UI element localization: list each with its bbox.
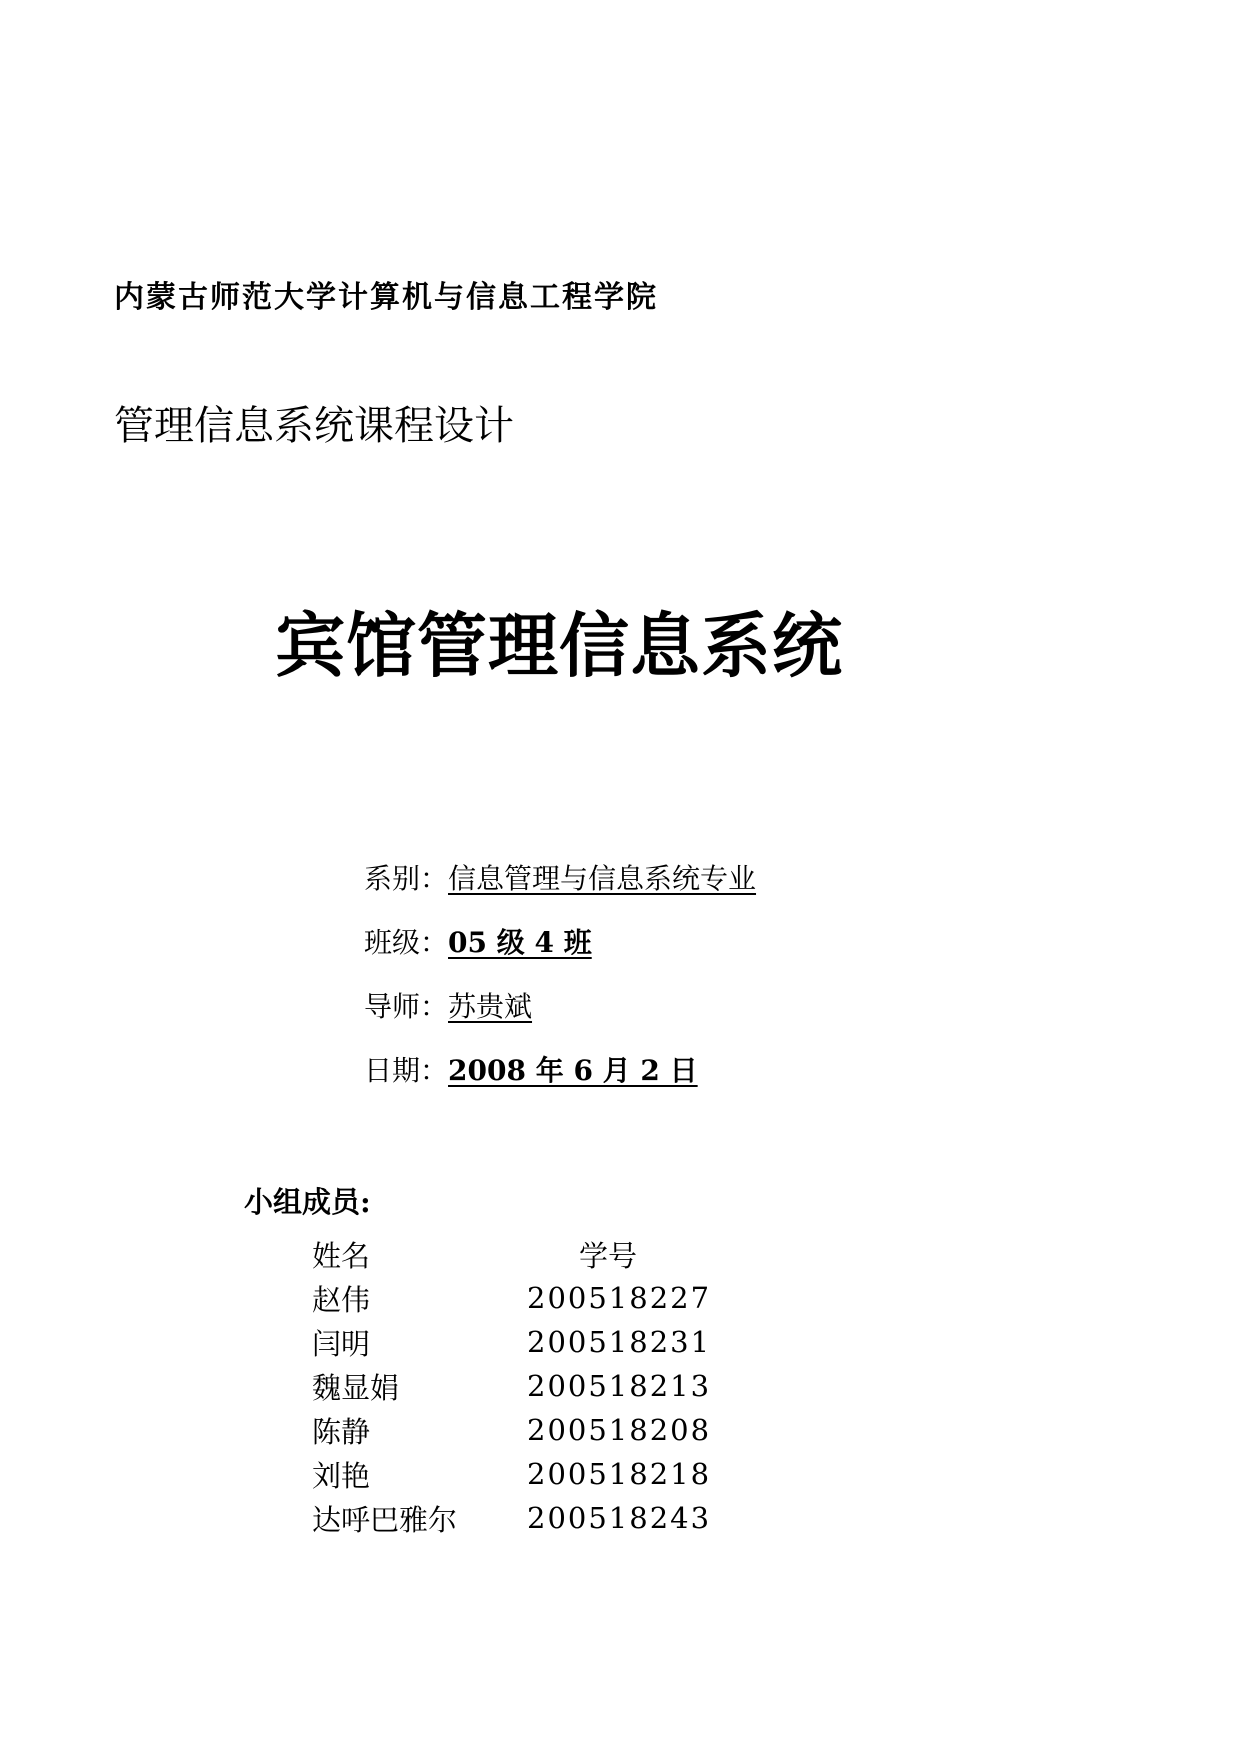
member-name: 达呼巴雅尔 [312,1502,458,1537]
advisor-label: 导师： [364,990,449,1023]
class-value: 05 级 4 班 [448,926,592,959]
course-title: 管理信息系统课程设计 [114,403,514,449]
member-id: 200518231 [527,1325,712,1359]
column-header-name: 姓名 [312,1238,371,1273]
date-label: 日期： [364,1054,449,1087]
table-row [312,1364,727,1408]
class-row [364,921,592,961]
member-name: 赵伟 [312,1282,371,1317]
member-id: 200518208 [527,1413,712,1447]
institution-name: 内蒙古师范大学计算机与信息工程学院 [114,280,658,315]
members-heading: 小组成员: [244,1185,371,1219]
advisor-row [364,985,532,1025]
table-row [312,1320,727,1364]
table-row [312,1408,727,1452]
date-value: 2008 年 6 月 2 日 [448,1054,698,1087]
member-name: 闫明 [312,1326,371,1361]
department-label: 系别： [364,862,449,895]
member-name: 刘艳 [312,1458,371,1493]
table-row [312,1276,727,1320]
member-id: 200518218 [527,1457,712,1491]
member-name: 魏显娟 [312,1370,400,1405]
project-title: 宾馆管理信息系统 [275,605,843,687]
table-row [312,1452,727,1496]
advisor-value: 苏贵斌 [448,990,533,1023]
table-row [312,1496,727,1540]
member-id: 200518227 [527,1281,712,1315]
class-label: 班级： [364,926,449,959]
members-table-header [312,1232,727,1276]
department-value: 信息管理与信息系统专业 [448,862,757,895]
department-row [364,857,756,897]
members-table [312,1232,727,1540]
date-row [364,1049,698,1089]
column-header-id: 学号 [579,1238,638,1273]
member-id: 200518243 [527,1501,712,1535]
member-name: 陈静 [312,1414,371,1449]
member-id: 200518213 [527,1369,712,1403]
